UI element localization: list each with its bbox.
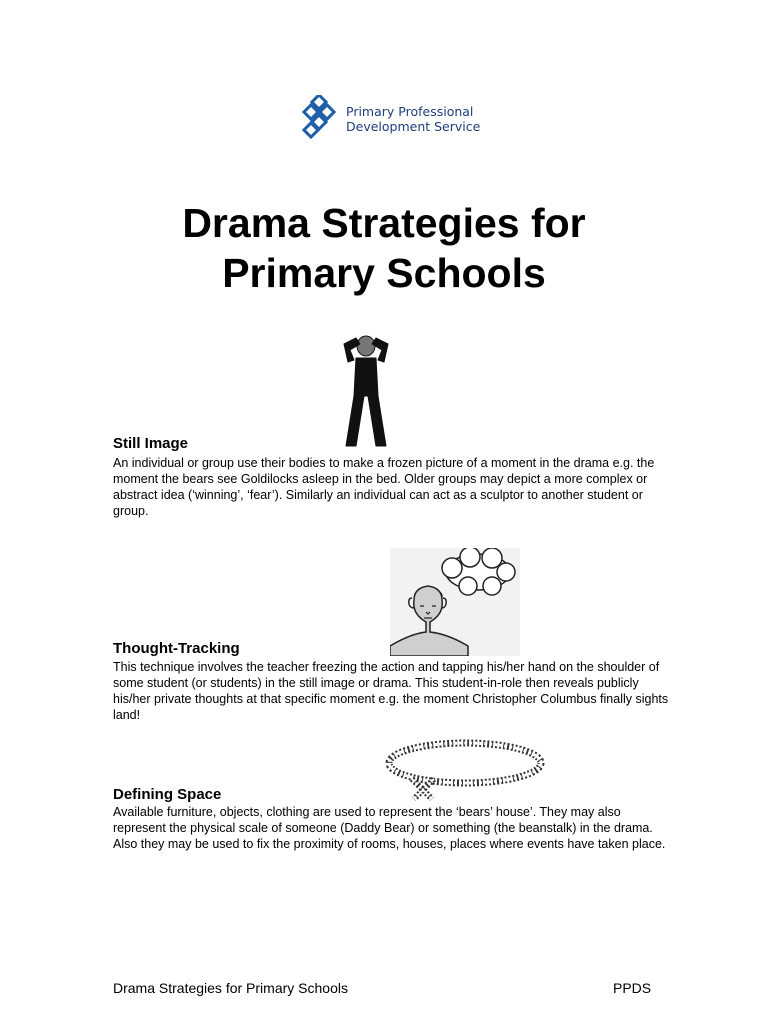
section-body-thought-tracking: This technique involves the teacher freezing the action and tapping his/her hand on the shoulder of some student (or students) in the still image or drama. This student-in-role then reveals publicly his/her private thoughts at that specific moment e.g. the moment Christopher Columbus finally sights land! [113,660,669,722]
section-heading-defining-space: Defining Space [113,786,222,803]
logo-line-1: Primary Professional [346,104,474,119]
rope-circle-figure [384,737,546,805]
thought-bubble-figure [390,548,520,656]
logo-line-2: Development Service [346,119,481,134]
still-image-figure [336,334,396,452]
section-body-still-image: An individual or group use their bodies to make a frozen picture of a moment in the drama e.g. the moment the bears see Goldilocks asleep in the bed. Older groups may depict a more complex or abstract idea (‘winning’, ‘fear’). Similarly an individual can act as a sculptor to another student or group. [113,456,655,518]
section-heading-thought-tracking: Thought-Tracking [113,640,240,657]
section-heading-still-image: Still Image [113,435,189,452]
ppds-logo-icon [300,95,344,139]
title-line-2: Primary Schools [222,250,546,296]
footer-document-title: Drama Strategies for Primary Schools [113,980,348,996]
title-line-1: Drama Strategies for [182,200,586,246]
ppds-logo [290,92,482,144]
footer-org: PPDS [613,980,652,996]
page-title [0,198,768,298]
section-body-defining-space: Available furniture, objects, clothing are used to represent the ‘bears’ house’. They may also represent the physical scale of someone (Daddy Bear) or something (the beanstalk) in the drama. Also they may be used to fix the proximity of rooms, houses, places where events have taken place. [113,805,666,851]
